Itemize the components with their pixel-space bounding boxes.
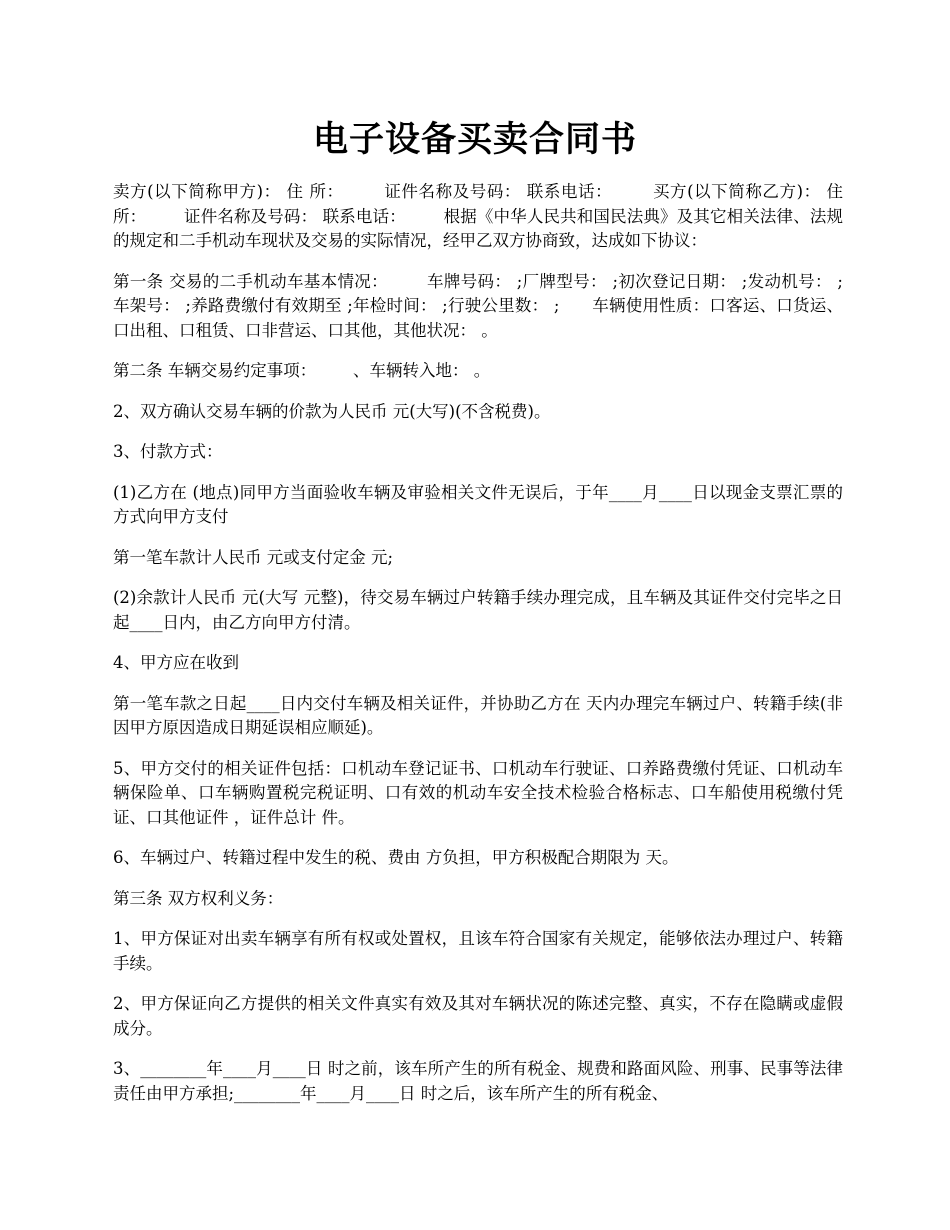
paragraph-article-2: 第二条 车辆交易约定事项： 、车辆转入地： 。 bbox=[113, 361, 491, 380]
paragraph-first-payment: 第一笔车款计人民币 元或支付定金 元; bbox=[113, 547, 394, 567]
paragraph-article-3: 第三条 双方权利义务： bbox=[113, 888, 284, 908]
paragraph-payment-1: (1)乙方在 (地点)同甲方当面验收车辆及审验相关文件无误后，于年____月____日以现金支票汇票的方式向甲方支付 bbox=[113, 482, 843, 526]
document-title: 电子设备买卖合同书 bbox=[312, 119, 637, 160]
paragraph-liability: 3、________年____月____日 时之前，该车所产生的所有税金、规费和路面风险、刑事、民事等法律责任由甲方承担;________年____月____日 时之后，该车所产生的所有税金、 bbox=[113, 1059, 843, 1103]
paragraph-fees: 6、车辆过户、转籍过程中发生的税、费由 方负担，甲方积极配合期限为 天。 bbox=[113, 848, 679, 867]
paragraph-parties: 卖方(以下简称甲方)： 住 所： 证件名称及号码： 联系电话： 买方(以下简称乙方)： 住 所： 证件名称及号码： 联系电话： 根据《中华人民共和国民法典》及其它相关法律、法规的规定和二手机动车现状及交易的实际情况，经甲乙双方协商致，达成如下协议： bbox=[113, 182, 849, 250]
paragraph-authenticity: 2、甲方保证向乙方提供的相关文件真实有效及其对车辆状况的陈述完整、真实，不存在隐瞒或虚假成分。 bbox=[113, 994, 843, 1038]
paragraph-article-1: 第一条 交易的二手机动车基本情况： 车牌号码： ;厂牌型号： ;初次登记日期： ;发动机号： ; 车架号： ;养路费缴付有效期至 ;年检时间： ;行驶公里数： ; 车辆使用性质：口客运、口货运、口出租、口租赁、口非营运、口其他，其他状况： 。 bbox=[113, 271, 875, 340]
paragraph-payment-method: 3、付款方式： bbox=[113, 442, 223, 461]
paragraph-ownership: 1、甲方保证对出卖车辆享有所有权或处置权，且该车符合国家有关规定，能够依法办理过户、转籍手续。 bbox=[113, 929, 843, 973]
paragraph-delivery: 第一笔车款之日起____日内交付车辆及相关证件，并协助乙方在 天内办理完车辆过户、转籍手续(非因甲方原因造成日期延误相应顺延)。 bbox=[113, 693, 843, 737]
paragraph-price: 2、双方确认交易车辆的价款为人民币 元(大写)(不含税费)。 bbox=[113, 401, 551, 421]
document-body bbox=[113, 180, 875, 1122]
paragraph-documents: 5、甲方交付的相关证件包括：口机动车登记证书、口机动车行驶证、口养路费缴付凭证、口机动车辆保险单、口车辆购置税完税证明、口有效的机动车安全技术检验合格标志、口车船使用税缴付凭证、口其他证件 ，证件总计 件。 bbox=[113, 758, 843, 827]
paragraph-seller-receipt: 4、甲方应在收到 bbox=[113, 653, 239, 672]
paragraph-payment-2: (2)余款计人民币 元(大写 元整)，待交易车辆过户转籍手续办理完成，且车辆及其证件交付完毕之日起____日内，由乙方向甲方付清。 bbox=[113, 588, 843, 632]
